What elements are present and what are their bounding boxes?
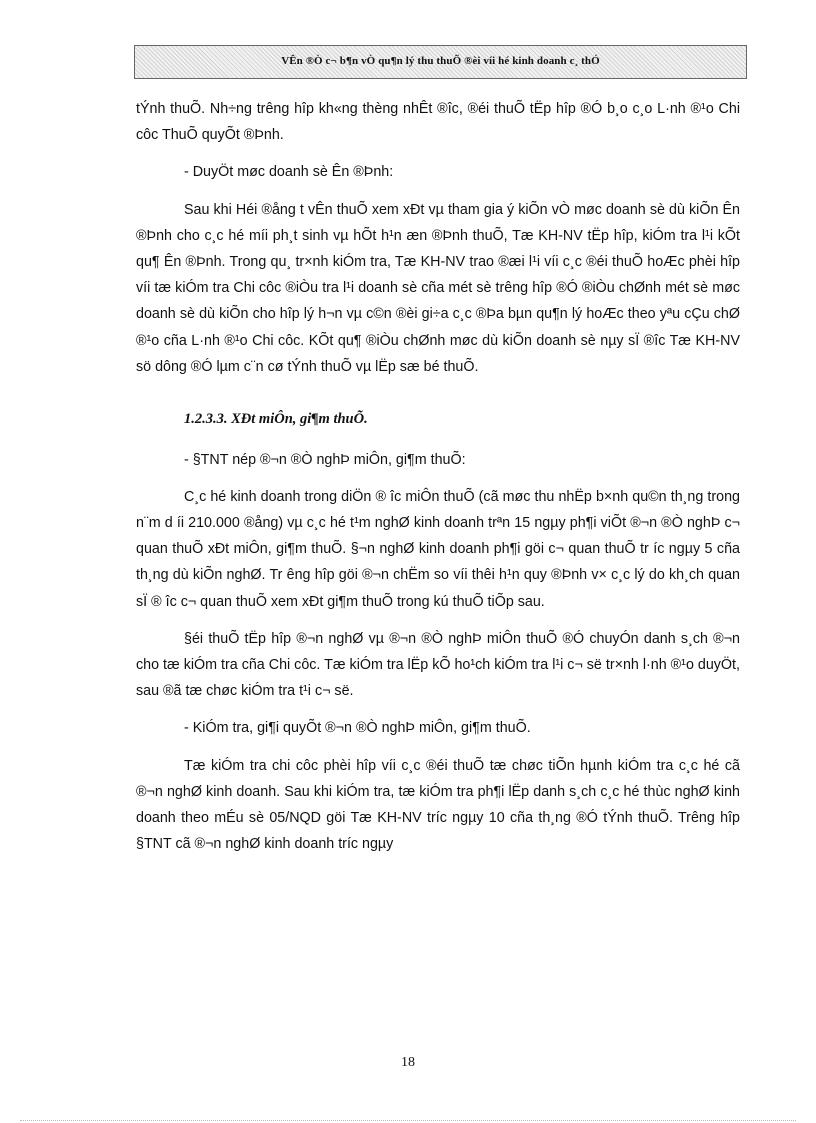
- page-bottom-border: [20, 1120, 796, 1121]
- section-heading: 1.2.3.3. XÐt miÔn, gi¶m thuÕ.: [184, 411, 368, 428]
- page-body: [136, 96, 740, 857]
- page-number: 18: [401, 1055, 415, 1070]
- paragraph-team-aggregation: §éi thuÕ tËp hîp ®¬n nghØ vµ ®¬n ®Ò nghÞ miÔn thuÕ ®Ó chuyÓn danh s¸ch ®¬n cho tæ kiÓm tra cña Chi côc. Tæ kiÓm tra lËp kÕ ho¹ch kiÓm tra l¹i c¬ së tr×nh l·nh ®¹o duyÖt, sau ®ã tæ chøc kiÓm tra t¹i c¬ së.: [136, 630, 740, 700]
- bullet-submit-application: - §TNT nép ®¬n ®Ò nghÞ miÔn, gi¶m thuÕ:: [184, 451, 466, 468]
- paragraph-continued: tÝnh thuÕ. Nh÷ng trêng hîp kh«ng thèng nhÊt ®îc, ®éi thuÕ tËp hîp ®Ó b¸o c¸o L·nh ®¹o Chi côc ThuÕ quyÕt ®Þnh.: [136, 101, 740, 144]
- bullet-approve-sales-level: - DuyÖt møc doanh sè Ên ®Þnh:: [184, 164, 394, 181]
- paragraph-inspection-procedure: Tæ kiÓm tra chi côc phèi hîp víi c¸c ®éi thuÕ tæ chøc tiÕn hµnh kiÓm tra c¸c hé cã ®¬n nghØ kinh doanh. Sau khi kiÓm tra, tæ kiÓm tra ph¶i lËp danh s¸ch c¸c hé thùc nghØ kinh doanh theo mÉu sè 05/NQD göi Tæ KH-NV tríc ngµy 10 cña th¸ng ®Ó tÝnh thuÕ. Trêng hîp §TNT cã ®¬n nghØ kinh doanh tríc ngµy: [136, 757, 740, 853]
- running-header-title: VÊn ®Ò c¬ b¶n vÒ qu¶n lý thu thuÕ ®èi víi hé kinh doanh c¸ thÓ: [281, 55, 600, 67]
- paragraph-approval-process: Sau khi Héi ®ång t vÊn thuÕ xem xÐt vµ tham gia ý kiÕn vÒ møc doanh sè dù kiÕn Ên ®Þnh cho c¸c hé míi ph¸t sinh vµ hÕt h¹n æn ®Þnh thuÕ, Tæ KH-NV tËp hîp, kiÓm tra l¹i kÕt qu¶ Ên ®Þnh. Trong qu¸ tr×nh kiÓm tra, Tæ KH-NV trao ®æi l¹i víi c¸c ®éi thuÕ hoÆc phèi hîp víi tæ kiÓm tra Chi côc ®iÒu tra l¹i doanh sè cña mét sè trêng hîp ®Ó ®iÒu chØnh mét sè møc doanh sè dù kiÕn cho hîp lý h¬n vµ c©n ®èi gi÷a c¸c ®Þa bµn qu¶n lý hoÆc theo yªu cÇu chØ ®¹o cña L·nh ®¹o Chi côc. KÕt qu¶ ®iÒu chØnh møc dù kiÕn doanh sè nµy sÏ ®îc Tæ KH-NV sö dông ®Ó lµm c¨n cø tÝnh thuÕ vµ lËp sæ bé thuÕ.: [136, 201, 740, 375]
- paragraph-exemption-eligibility: C¸c hé kinh doanh trong diÖn ® îc miÔn thuÕ (cã møc thu nhËp b×nh qu©n th¸ng trong n¨m d íi 210.000 ®ång) vµ c¸c hé t¹m nghØ kinh doanh trªn 15 ngµy ph¶i viÕt ®¬n ®Ò nghÞ c¬ quan thuÕ xÐt miÔn, gi¶m thuÕ. §¬n nghØ kinh doanh ph¶i göi c¬ quan thuÕ tr íc ngµy 5 cña th¸ng dù kiÕn nghØ. Tr êng hîp göi ®¬n chËm so víi thêi h¹n quy ®Þnh v× c¸c lý do kh¸ch quan sÏ ® îc c¬ quan thuÕ xem xÐt gi¶m thuÕ trong kú thuÕ tiÕp sau.: [136, 488, 740, 610]
- running-header: [134, 45, 747, 79]
- bullet-inspection-resolution: - KiÓm tra, gi¶i quyÕt ®¬n ®Ò nghÞ miÔn, gi¶m thuÕ.: [184, 720, 531, 737]
